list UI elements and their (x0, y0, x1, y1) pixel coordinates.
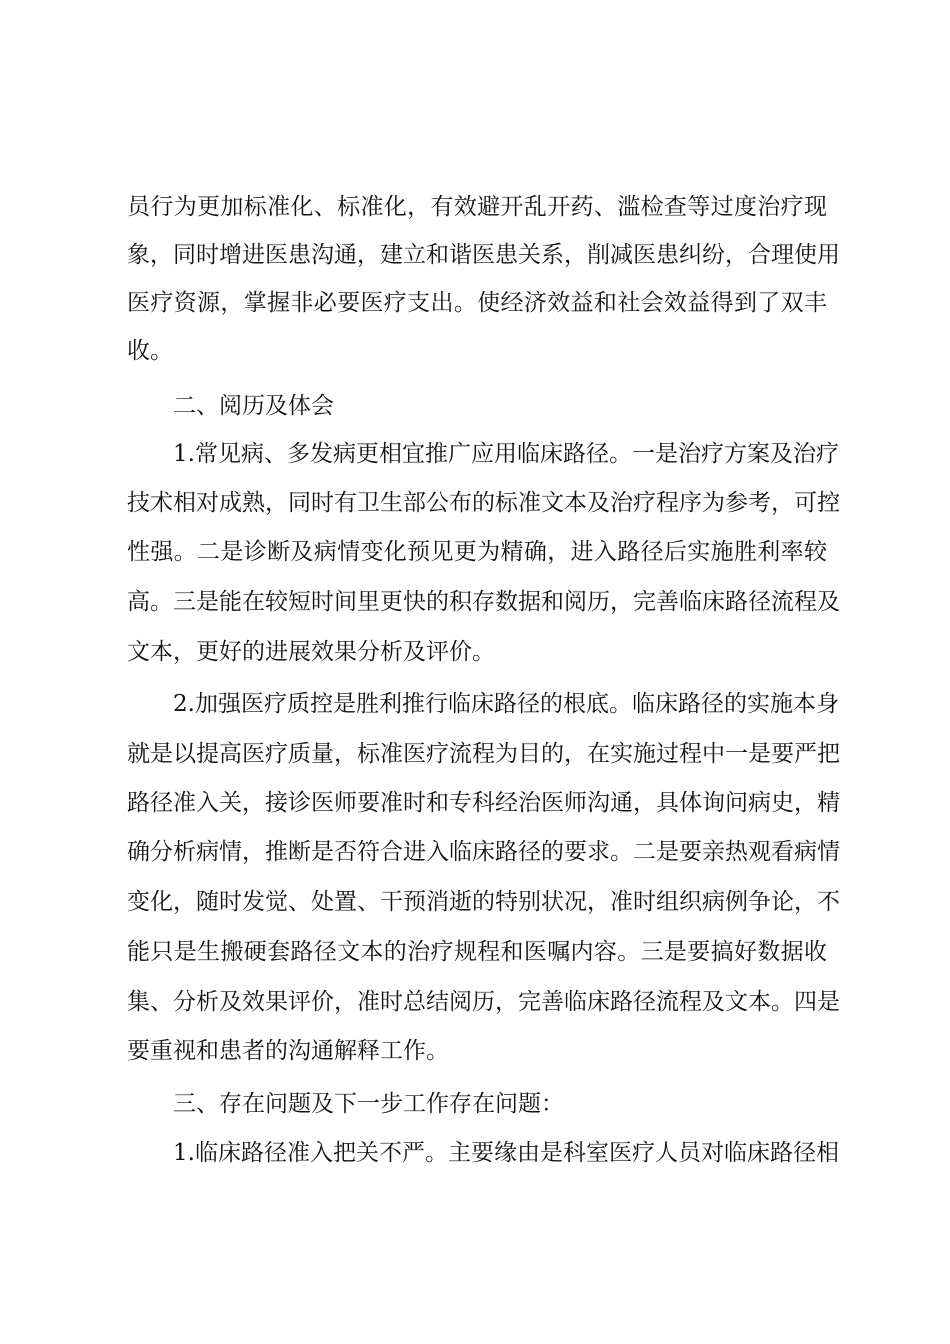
text-line: 就是以提高医疗质量，标准医疗流程为目的，在实施过程中一是要严把 (127, 741, 840, 767)
text-line: 文本，更好的进展效果分析及评价。 (127, 639, 495, 665)
text-line: 要重视和患者的沟通解释工作。 (127, 1038, 449, 1064)
text-line: 员行为更加标准化、标准化，有效避开乱开药、滥检查等过度治疗现 (127, 194, 827, 220)
text-line: 2.加强医疗质控是胜利推行临床路径的根底。临床路径的实施本身 (173, 691, 839, 717)
text-line: 变化，随时发觉、处置、干预消逝的特别状况，准时组织病例争论，不 (127, 889, 840, 915)
text-line: 集、分析及效果评价，准时总结阅历，完善临床路径流程及文本。四是 (127, 989, 840, 1015)
text-line: 高。三是能在较短时间里更快的积存数据和阅历，完善临床路径流程及 (127, 589, 840, 615)
text-line: 能只是生搬硬套路径文本的治疗规程和医嘱内容。三是要搞好数据收 (127, 939, 827, 965)
section-heading: 三、存在问题及下一步工作存在问题： (173, 1091, 564, 1117)
section-heading: 二、阅历及体会 (173, 393, 334, 419)
text-line: 医疗资源，掌握非必要医疗支出。使经济效益和社会效益得到了双丰 (127, 290, 827, 316)
text-line: 路径准入关，接诊医师要准时和专科经治医师沟通，具体询问病史，精 (127, 790, 840, 816)
text-line: 1.临床路径准入把关不严。主要缘由是科室医疗人员对临床路径相 (173, 1140, 839, 1166)
text-line: 收。 (127, 338, 173, 364)
text-line: 象，同时增进医患沟通，建立和谐医患关系，削减医患纠纷，合理使用 (127, 242, 840, 268)
text-line: 确分析病情，推断是否符合进入临床路径的要求。二是要亲热观看病情 (127, 839, 840, 865)
text-line: 1.常见病、多发病更相宜推广应用临床路径。一是治疗方案及治疗 (173, 441, 839, 467)
text-line: 技术相对成熟，同时有卫生部公布的标准文本及治疗程序为参考，可控 (127, 490, 840, 516)
text-line: 性强。二是诊断及病情变化预见更为精确，进入路径后实施胜利率较 (127, 539, 827, 565)
